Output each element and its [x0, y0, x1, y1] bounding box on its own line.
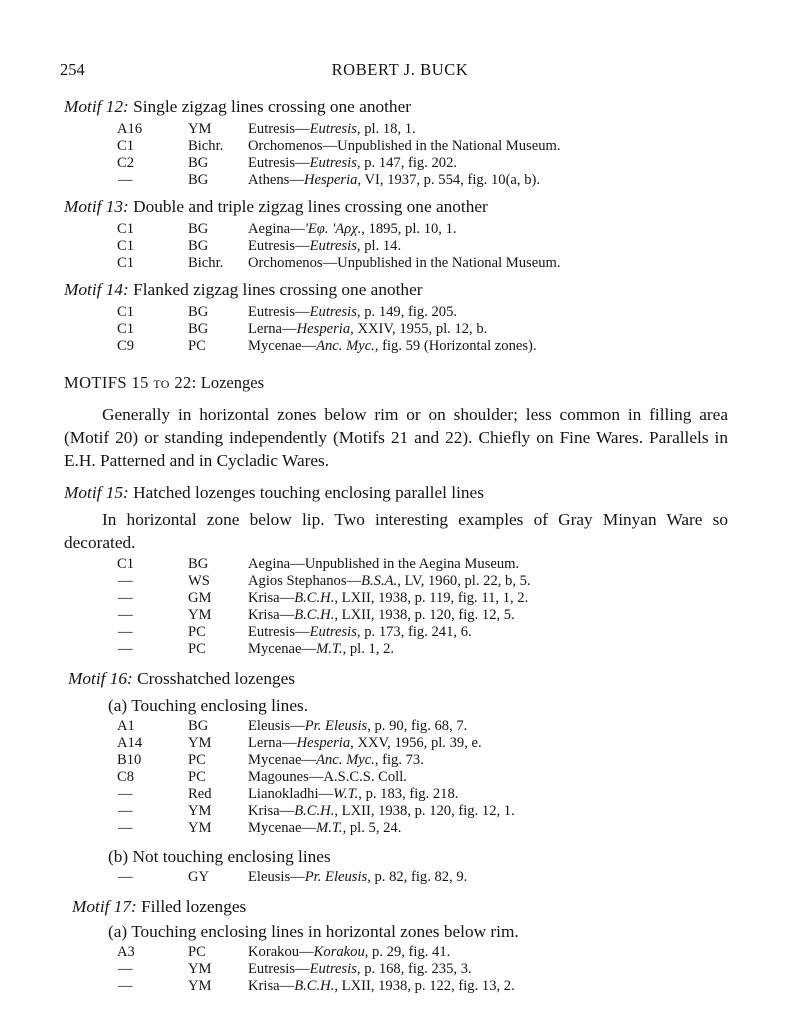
catalogue-entry — [0, 803, 790, 820]
entry-code: — — [118, 573, 133, 589]
entry-citation: , pl. 18, 1. — [356, 121, 416, 137]
group-title: Lozenges — [200, 373, 265, 392]
entry-site: Athens— — [248, 172, 304, 188]
entry-publication: Eutresis — [309, 238, 357, 254]
catalogue-entry — [0, 138, 790, 155]
catalogue-entry — [0, 769, 790, 786]
entry-site: Eutresis— — [248, 961, 310, 977]
entry-reference — [248, 573, 531, 590]
entry-site: Eleusis— — [248, 869, 305, 885]
entry-code: C1 — [117, 556, 135, 572]
entry-reference — [248, 718, 467, 735]
entry-reference — [248, 978, 515, 995]
catalogue-entry — [0, 155, 790, 172]
entry-reference — [248, 869, 467, 886]
entry-citation: , p. 168, fig. 235, 3. — [356, 961, 472, 977]
entry-reference — [248, 769, 407, 786]
catalogue-entry — [0, 221, 790, 238]
catalogue-entry — [0, 172, 790, 189]
entry-site: Mycenae— — [248, 752, 317, 768]
page-header — [60, 60, 740, 84]
entry-citation: , p. 29, fig. 41. — [364, 944, 451, 960]
motif-16-heading — [0, 668, 790, 690]
entry-reference — [248, 304, 457, 321]
entry-ware: PC — [188, 752, 206, 768]
catalogue-entry — [0, 641, 790, 658]
entry-publication: Eutresis — [309, 121, 357, 137]
entry-publication: B.C.H. — [294, 803, 335, 819]
entry-ware: BG — [188, 155, 209, 171]
entry-reference — [248, 641, 394, 658]
entry-site: Mycenae— — [248, 820, 317, 836]
entry-ware: YM — [188, 803, 212, 819]
entry-code: C1 — [117, 238, 135, 254]
entry-code: — — [118, 607, 133, 623]
entry-site: Krisa— — [248, 803, 295, 819]
entry-publication: Eutresis — [309, 155, 357, 171]
entry-code: C1 — [117, 304, 135, 320]
entry-reference — [248, 138, 561, 155]
entry-ware: PC — [188, 338, 206, 354]
motif-13-section — [0, 196, 790, 272]
catalogue-entry — [0, 121, 790, 138]
catalogue-entry — [0, 961, 790, 978]
motif-16-entries-b — [0, 869, 790, 886]
entry-code: A14 — [117, 735, 143, 751]
entry-reference — [248, 121, 416, 138]
entry-site: Lerna— — [248, 735, 297, 751]
entry-ware: Red — [188, 786, 212, 802]
entry-code: C1 — [117, 255, 135, 271]
motif-title: Flanked zigzag lines crossing one another — [133, 280, 423, 299]
running-head: ROBERT J. BUCK — [331, 60, 469, 79]
entry-publication: Hesperia — [296, 735, 351, 751]
entry-site: Krisa— — [248, 978, 295, 994]
entry-publication: Pr. Eleusis — [304, 718, 368, 734]
catalogue-entry — [0, 978, 790, 995]
motif-12-heading — [0, 96, 790, 118]
entry-site: Orchomenos—Unpublished in the National Museum. — [248, 255, 561, 271]
motif-14-entries — [0, 304, 790, 355]
entry-citation: , fig. 59 (Horizontal zones). — [374, 338, 537, 354]
catalogue-entry — [0, 304, 790, 321]
entry-code: — — [118, 869, 133, 885]
entry-citation: , pl. 1, 2. — [342, 641, 395, 657]
entry-code: A16 — [117, 121, 143, 137]
page-body — [0, 96, 790, 995]
entry-site: Korakou— — [248, 944, 314, 960]
entry-code: B10 — [117, 752, 142, 768]
entry-code: — — [118, 172, 133, 188]
catalogue-entry — [0, 573, 790, 590]
entry-reference — [248, 786, 458, 803]
entry-ware: BG — [188, 304, 209, 320]
entry-site: Eleusis— — [248, 718, 305, 734]
motif-12-section — [0, 96, 790, 189]
entry-code: — — [118, 641, 133, 657]
entry-site: Aegina— — [248, 221, 305, 237]
entry-citation: , XXIV, 1955, pl. 12, b. — [350, 321, 488, 337]
motif-title: Crosshatched lozenges — [137, 669, 296, 688]
catalogue-entry — [0, 238, 790, 255]
entry-ware: Bichr. — [188, 255, 224, 271]
motif-label: Motif 12: — [64, 97, 129, 116]
entry-code: C1 — [117, 221, 135, 237]
entry-publication: M.T. — [316, 641, 343, 657]
motif-15-entries — [0, 556, 790, 658]
motif-17-subheading-a: (a) Touching enclosing lines in horizontal zones below rim. — [108, 922, 519, 941]
motif-12-entries — [0, 121, 790, 189]
entry-reference — [248, 624, 472, 641]
motif-label: Motif 17: — [72, 897, 137, 916]
entry-publication: B.C.H. — [294, 978, 335, 994]
entry-ware: YM — [188, 978, 212, 994]
entry-reference — [248, 321, 487, 338]
entry-publication: Hesperia — [296, 321, 351, 337]
motif-14-heading — [0, 279, 790, 301]
entry-publication: Eutresis — [309, 961, 357, 977]
entry-publication: W.T. — [333, 786, 359, 802]
entry-site: Eutresis— — [248, 238, 310, 254]
entry-ware: YM — [188, 735, 212, 751]
group-label: MOTIFS 15 to 22: — [64, 373, 197, 392]
motif-15-heading — [0, 482, 790, 504]
entry-code: — — [118, 961, 133, 977]
entry-code: C1 — [117, 138, 135, 154]
entry-ware: GM — [188, 590, 212, 606]
entry-site: Lianokladhi— — [248, 786, 334, 802]
entry-code: — — [118, 590, 133, 606]
motif-title: Single zigzag lines crossing one another — [133, 97, 411, 116]
entry-ware: YM — [188, 121, 212, 137]
entry-reference — [248, 172, 540, 189]
catalogue-entry — [0, 338, 790, 355]
entry-code: C2 — [117, 155, 135, 171]
entry-ware: GY — [188, 869, 210, 885]
entry-publication: B.C.H. — [294, 590, 335, 606]
entry-site: Eutresis— — [248, 624, 310, 640]
entry-citation: , p. 82, fig. 82, 9. — [367, 869, 468, 885]
entry-reference — [248, 944, 450, 961]
catalogue-entry — [0, 321, 790, 338]
entry-ware: BG — [188, 238, 209, 254]
catalogue-entry — [0, 752, 790, 769]
motif-title: Double and triple zigzag lines crossing one another — [133, 197, 488, 216]
entry-reference — [248, 556, 519, 573]
motif-label: Motif 13: — [64, 197, 129, 216]
entry-ware: YM — [188, 607, 212, 623]
motif-title: Filled lozenges — [141, 897, 247, 916]
motif-13-heading — [0, 196, 790, 218]
entry-citation: , p. 147, fig. 202. — [356, 155, 458, 171]
motif-16-entries-a — [0, 718, 790, 837]
page-number: 254 — [60, 60, 85, 79]
motif-16-section — [0, 668, 790, 886]
entry-code: C9 — [117, 338, 135, 354]
entry-reference — [248, 590, 528, 607]
entry-ware: BG — [188, 556, 209, 572]
catalogue-entry — [0, 944, 790, 961]
motif-13-entries — [0, 221, 790, 272]
entry-site: Lerna— — [248, 321, 297, 337]
entry-citation: , p. 183, fig. 218. — [358, 786, 459, 802]
entry-citation: , p. 173, fig. 241, 6. — [356, 624, 472, 640]
motif-title: Hatched lozenges touching enclosing parallel lines — [133, 483, 484, 502]
entry-citation: , LXII, 1938, p. 120, fig. 12, 1. — [334, 803, 515, 819]
entry-citation: , p. 149, fig. 205. — [356, 304, 458, 320]
entry-code: C8 — [117, 769, 135, 785]
catalogue-entry — [0, 718, 790, 735]
entry-publication: Pr. Eleusis — [304, 869, 368, 885]
entry-reference — [248, 221, 457, 238]
entry-ware: YM — [188, 961, 212, 977]
entry-citation: , LXII, 1938, p. 119, fig. 11, 1, 2. — [334, 590, 529, 606]
entry-reference — [248, 735, 482, 752]
entry-code: — — [118, 624, 133, 640]
entry-site: Eutresis— — [248, 155, 310, 171]
motif-15-description: In horizontal zone below lip. Two interesting examples of Gray Minyan Ware so decorated. — [64, 510, 728, 552]
entry-ware: BG — [188, 172, 209, 188]
entry-site: Aegina—Unpublished in the Aegina Museum. — [248, 556, 520, 572]
entry-ware: Bichr. — [188, 138, 224, 154]
catalogue-entry — [0, 607, 790, 624]
entry-citation: , pl. 5, 24. — [342, 820, 402, 836]
entry-site: Eutresis— — [248, 304, 310, 320]
catalogue-entry — [0, 624, 790, 641]
entry-site: Krisa— — [248, 590, 295, 606]
entry-publication: Anc. Myc. — [316, 338, 375, 354]
entry-code: — — [118, 820, 133, 836]
entry-citation: , LV, 1960, pl. 22, b, 5. — [397, 573, 531, 589]
catalogue-entry — [0, 255, 790, 272]
catalogue-entry — [0, 590, 790, 607]
catalogue-entry — [0, 735, 790, 752]
entry-ware: PC — [188, 769, 206, 785]
entry-reference — [248, 752, 424, 769]
entry-publication: Anc. Myc. — [316, 752, 375, 768]
entry-site: Mycenae— — [248, 641, 317, 657]
catalogue-entry — [0, 869, 790, 886]
entry-publication: 'Εφ. 'Αρχ. — [304, 221, 362, 237]
entry-publication: Korakou — [313, 944, 365, 960]
motif-15-section — [0, 482, 790, 658]
entry-reference — [248, 961, 472, 978]
motif-label: Motif 15: — [64, 483, 129, 502]
entry-citation: , LXII, 1938, p. 122, fig. 13, 2. — [334, 978, 515, 994]
entry-ware: PC — [188, 624, 206, 640]
entry-publication: M.T. — [316, 820, 343, 836]
entry-publication: Eutresis — [309, 624, 357, 640]
entry-publication: Hesperia — [303, 172, 358, 188]
motif-16-subheading-a: (a) Touching enclosing lines. — [108, 696, 309, 715]
entry-citation: , p. 90, fig. 68, 7. — [367, 718, 468, 734]
entry-ware: PC — [188, 641, 206, 657]
motif-14-section — [0, 279, 790, 355]
entry-citation: , VI, 1937, p. 554, fig. 10(a, b). — [357, 172, 541, 188]
group-heading — [0, 372, 790, 394]
catalogue-entry — [0, 786, 790, 803]
entry-ware: BG — [188, 321, 209, 337]
entry-publication: B.S.A. — [361, 573, 398, 589]
motif-17-section — [0, 896, 790, 995]
entry-code: A3 — [117, 944, 135, 960]
entry-publication: Eutresis — [309, 304, 357, 320]
motif-17-heading — [0, 896, 790, 918]
entry-ware: WS — [188, 573, 210, 589]
motif-17-entries-a — [0, 944, 790, 995]
entry-reference — [248, 820, 401, 837]
entry-ware: YM — [188, 820, 212, 836]
entry-code: — — [118, 786, 133, 802]
entry-site: Orchomenos—Unpublished in the National Museum. — [248, 138, 561, 154]
catalogue-entry — [0, 820, 790, 837]
entry-site: Magounes—A.S.C.S. Coll. — [248, 769, 407, 785]
motifs-15-22-section — [0, 372, 790, 472]
entry-ware: BG — [188, 221, 209, 237]
entry-site: Eutresis— — [248, 121, 310, 137]
entry-citation: , 1895, pl. 10, 1. — [361, 221, 457, 237]
entry-reference — [248, 803, 515, 820]
entry-code: A1 — [117, 718, 135, 734]
motif-16-subheading-b: (b) Not touching enclosing lines — [108, 847, 331, 866]
entry-reference — [248, 238, 401, 255]
entry-publication: B.C.H. — [294, 607, 335, 623]
entry-citation: , fig. 73. — [374, 752, 424, 768]
entry-ware: PC — [188, 944, 206, 960]
motif-label: Motif 16: — [68, 669, 133, 688]
entry-citation: , XXV, 1956, pl. 39, e. — [350, 735, 482, 751]
catalogue-entry — [0, 556, 790, 573]
entry-reference — [248, 155, 457, 172]
entry-site: Mycenae— — [248, 338, 317, 354]
entry-citation: , pl. 14. — [356, 238, 402, 254]
entry-site: Krisa— — [248, 607, 295, 623]
motif-label: Motif 14: — [64, 280, 129, 299]
entry-citation: , LXII, 1938, p. 120, fig. 12, 5. — [334, 607, 515, 623]
lozenges-description: Generally in horizontal zones below rim or on shoulder; less common in filling area (Motif 20) or standing independently (Motifs 21 and 22). Chiefly on Fine Wares. Parallels in E.H. Patterned and in Cycladic Wares. — [64, 405, 728, 470]
entry-reference — [248, 338, 537, 355]
entry-code: — — [118, 978, 133, 994]
entry-code: — — [118, 803, 133, 819]
entry-site: Agios Stephanos— — [248, 573, 362, 589]
entry-code: C1 — [117, 321, 135, 337]
entry-reference — [248, 255, 561, 272]
entry-ware: BG — [188, 718, 209, 734]
entry-reference — [248, 607, 515, 624]
